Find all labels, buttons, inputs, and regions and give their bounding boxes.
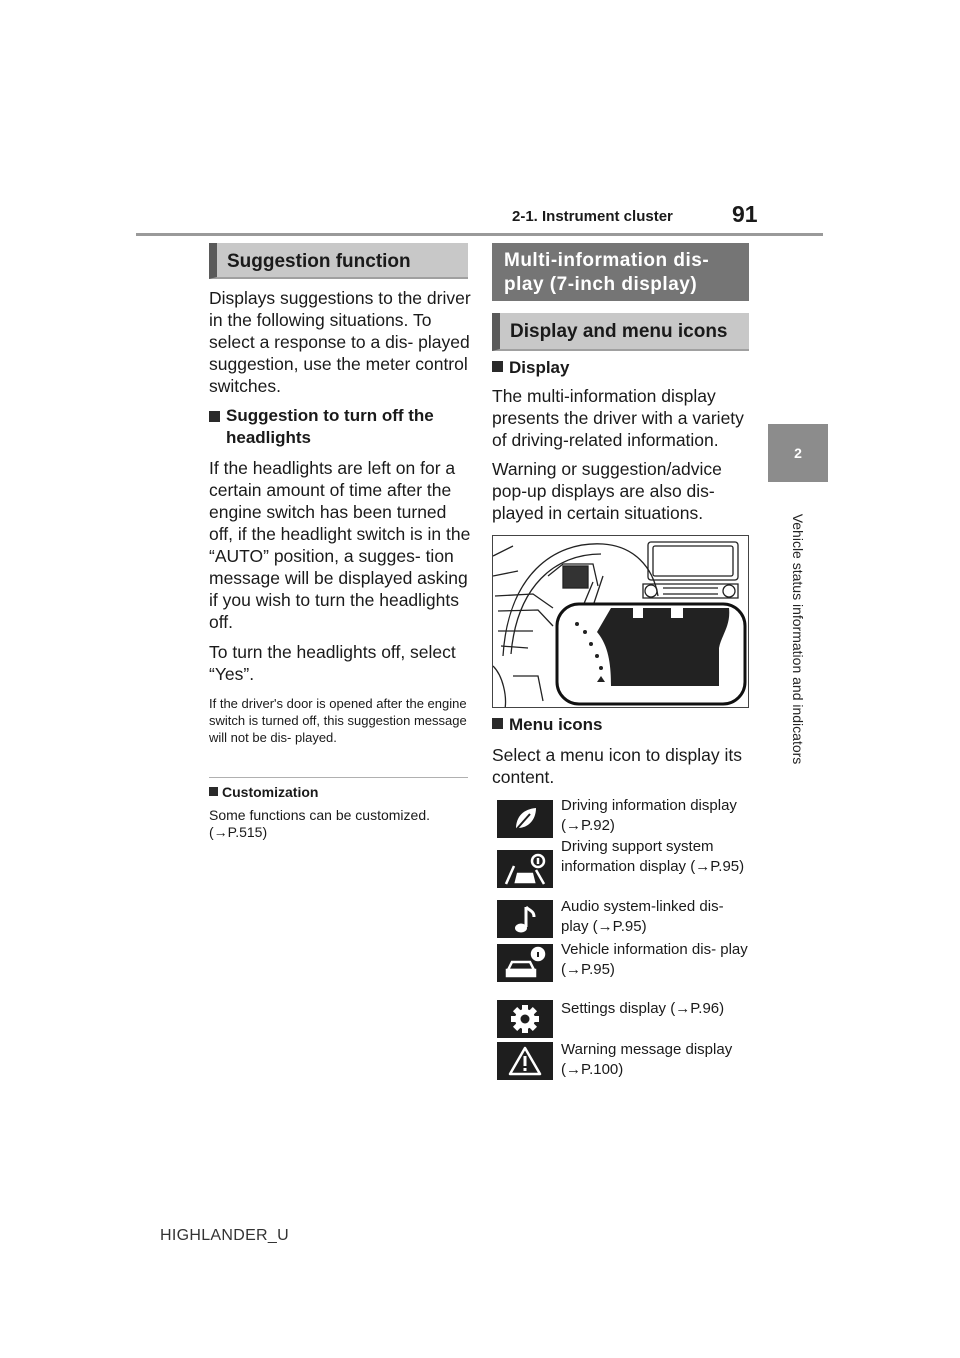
display-menu-icons-heading-text: Display and menu icons — [510, 321, 728, 342]
chapter-tab-number: 2 — [768, 424, 828, 482]
header-rule — [136, 233, 823, 236]
menu-icons-paragraph: Select a menu icon to display its content. — [492, 745, 742, 787]
section-title: 2-1. Instrument cluster — [512, 208, 673, 225]
menu-icons-section — [492, 714, 754, 788]
square-bullet-icon — [492, 361, 503, 372]
icon-label-vehicle-info: Vehicle information dis- play (→P.95) — [561, 941, 748, 978]
door-note: If the driver's door is opened after the engine switch is turned off, this suggestion message will not be dis- played. — [209, 696, 467, 745]
display-menu-icons-heading — [492, 313, 749, 351]
vehicle-info-icon — [497, 944, 553, 982]
suggestion-function-heading — [209, 243, 468, 279]
square-bullet-icon — [209, 411, 220, 422]
chapter-tab — [768, 484, 828, 794]
driving-support-icon — [497, 850, 553, 888]
chapter-tab-title: Vehicle status information and indicators — [790, 513, 806, 765]
menu-icons-subhead: Menu icons — [509, 715, 603, 734]
square-bullet-icon — [209, 787, 218, 796]
menu-icons-subhead-row — [492, 714, 754, 736]
customization-text: Some functions can be customized. (→P.515) — [209, 807, 431, 840]
display-paragraph-2: Warning or suggestion/advice pop-up displays are also dis- played in certain situations. — [492, 459, 722, 523]
note-divider — [209, 777, 468, 778]
icon-label-audio: Audio system-linked dis- play (→P.95) — [561, 898, 724, 935]
icon-label-driving-support: Driving support system information display (→P.95) — [561, 838, 745, 875]
icon-label-warning: Warning message display (→P.100) — [561, 1041, 733, 1078]
dashboard-illustration — [492, 535, 749, 708]
customization-block — [209, 783, 471, 841]
warning-triangle-icon — [497, 1042, 553, 1080]
left-column-body — [209, 287, 471, 746]
headlights-subhead-row — [209, 405, 471, 449]
display-section — [492, 357, 754, 524]
customization-heading-row — [209, 783, 471, 801]
display-subhead: Display — [509, 358, 570, 377]
turn-off-paragraph: To turn the headlights off, select “Yes”. — [209, 642, 456, 684]
square-bullet-icon — [492, 718, 503, 729]
music-note-icon — [497, 900, 553, 938]
display-paragraph-1: The multi-information display presents the driver with a variety of driving-related information. — [492, 386, 744, 450]
intro-paragraph: Displays suggestions to the driver in the following situations. To select a response to a dis- played suggestion, use the meter control switches. — [209, 288, 471, 396]
icon-label-settings: Settings display (→P.96) — [561, 1000, 725, 1017]
footer-model-code: HIGHLANDER_U — [160, 1227, 289, 1244]
dashboard-illustration-drawing — [493, 536, 749, 708]
gear-icon — [497, 1000, 553, 1038]
headlights-subhead: Suggestion to turn off the headlights — [226, 406, 434, 447]
page-number: 91 — [732, 201, 758, 227]
suggestion-function-heading-text: Suggestion function — [227, 251, 411, 272]
leaf-icon — [497, 800, 553, 838]
display-subhead-row — [492, 357, 754, 379]
icon-label-driving-info: Driving information display (→P.92) — [561, 797, 737, 834]
headlights-paragraph: If the headlights are left on for a certain amount of time after the engine switch has been turned off, if the headlight switch is in the “AUTO” position, a sugges- tion message will be displayed asking if you wish to turn the headlights off. — [209, 458, 471, 632]
multi-info-heading-text: Multi-information dis- play (7-inch display) — [504, 250, 710, 295]
multi-info-heading — [492, 243, 749, 301]
customization-heading: Customization — [222, 784, 319, 800]
